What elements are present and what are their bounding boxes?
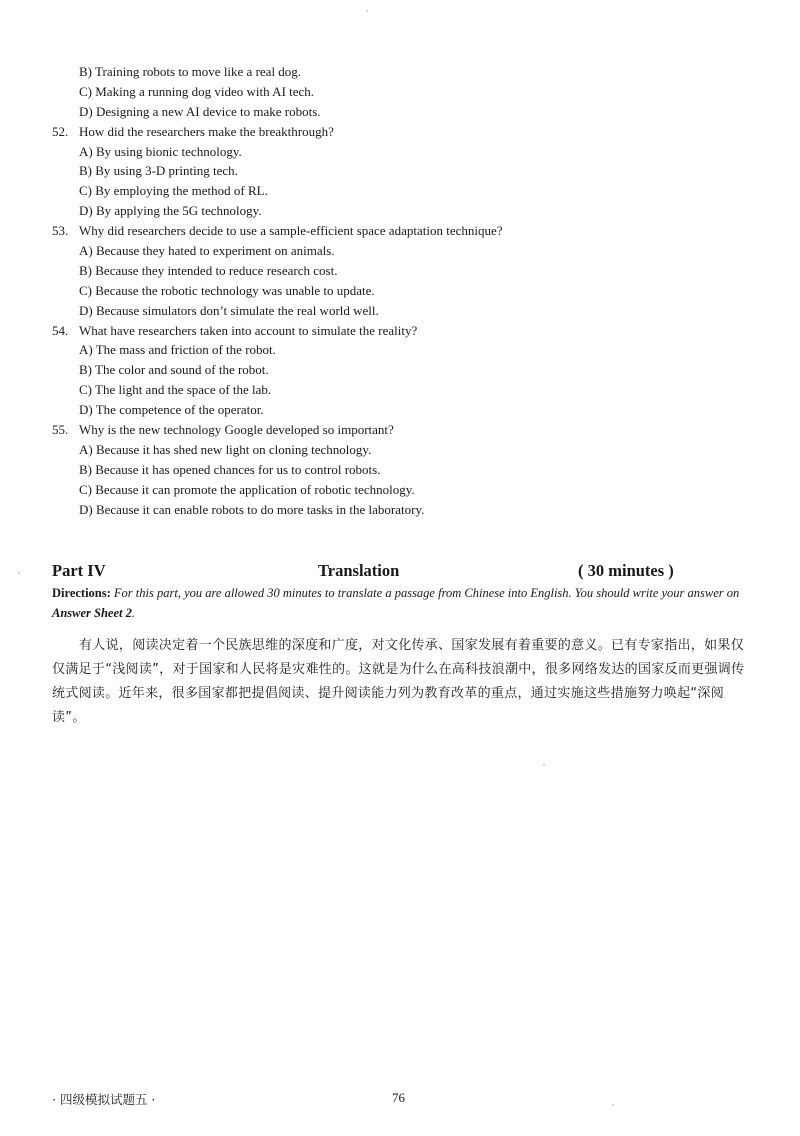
answer-sheet-ref: Answer Sheet 2 (52, 606, 132, 620)
directions-end: . (131, 606, 136, 620)
question-text: Why did researchers decide to use a sample-efficient space adaptation technique? (79, 223, 503, 239)
directions (52, 583, 752, 623)
q54-option-c: C) The light and the space of the lab. (79, 382, 272, 398)
q52-option-a: A) By using bionic technology. (79, 143, 242, 159)
q51-option-c: C) Making a running dog video with AI tech. (79, 83, 315, 99)
question-54 (52, 321, 752, 341)
questions-section (52, 62, 752, 519)
scan-speck (18, 572, 20, 574)
question-52 (52, 122, 752, 142)
page-number: 76 (392, 1090, 405, 1105)
directions-text: For this part, you are allowed 30 minutes to translate a passage from Chinese into English. You should write your answer on (110, 586, 740, 600)
part-label: Part IV (52, 561, 106, 580)
question-number: 52. (52, 123, 69, 139)
question-55 (52, 420, 752, 440)
q53-option-d: D) Because simulators don’t simulate the real world well. (79, 302, 379, 318)
q55-option-d: D) Because it can enable robots to do more tasks in the laboratory. (79, 501, 425, 517)
q52-option-c: C) By employing the method of RL. (79, 183, 268, 199)
q53-option-c: C) Because the robotic technology was unable to update. (79, 282, 375, 298)
directions-label: Directions: (52, 586, 111, 600)
q54-option-d: D) The competence of the operator. (79, 402, 264, 418)
part-header (52, 561, 692, 585)
q51-option-d: D) Designing a new AI device to make robots. (79, 103, 321, 119)
question-number: 54. (52, 322, 69, 338)
q54-option-b: B) The color and sound of the robot. (79, 362, 269, 378)
q52-option-d: D) By applying the 5G technology. (79, 203, 262, 219)
q53-option-b: B) Because they intended to reduce research cost. (79, 262, 338, 278)
translation-passage: 有人说，阅读决定着一个民族思维的深度和广度，对文化传承、国家发展有着重要的意义。已有专家指出，如果仅仅满足于“浅阅读”，对于国家和人民将是灾难性的。这就是为什么在高科技浪潮中，很多网络发达的国家反而更强调传统式阅读。近年来，很多国家都把提倡阅读、提升阅读能力列为教育改革的重点，通过实施这些措施努力唤起“深阅读”。 (52, 638, 745, 725)
q54-option-a: A) The mass and friction of the robot. (79, 342, 276, 358)
part-time: ( 30 minutes ) (578, 561, 674, 580)
q55-option-c: C) Because it can promote the application of robotic technology. (79, 481, 415, 497)
question-53 (52, 221, 752, 241)
question-text: What have researchers taken into account to simulate the reality? (79, 322, 418, 338)
part-title: Translation (318, 561, 400, 580)
question-text: How did the researchers make the breakthrough? (79, 123, 334, 139)
q51-option-b: B) Training robots to move like a real dog. (79, 64, 302, 79)
q55-option-b: B) Because it has opened chances for us to control robots. (79, 461, 381, 477)
q53-option-a: A) Because they hated to experiment on animals. (79, 243, 335, 259)
q52-option-b: B) By using 3-D printing tech. (79, 163, 238, 179)
question-text: Why is the new technology Google developed so important? (79, 422, 394, 438)
scan-speck (366, 10, 368, 12)
question-number: 53. (52, 223, 69, 239)
scan-speck (612, 1104, 614, 1106)
q55-option-a: A) Because it has shed new light on cloning technology. (79, 441, 372, 457)
scan-speck (543, 764, 545, 766)
footer-title: · 四级模拟试题五 · (52, 1092, 156, 1107)
question-number: 55. (52, 422, 69, 438)
